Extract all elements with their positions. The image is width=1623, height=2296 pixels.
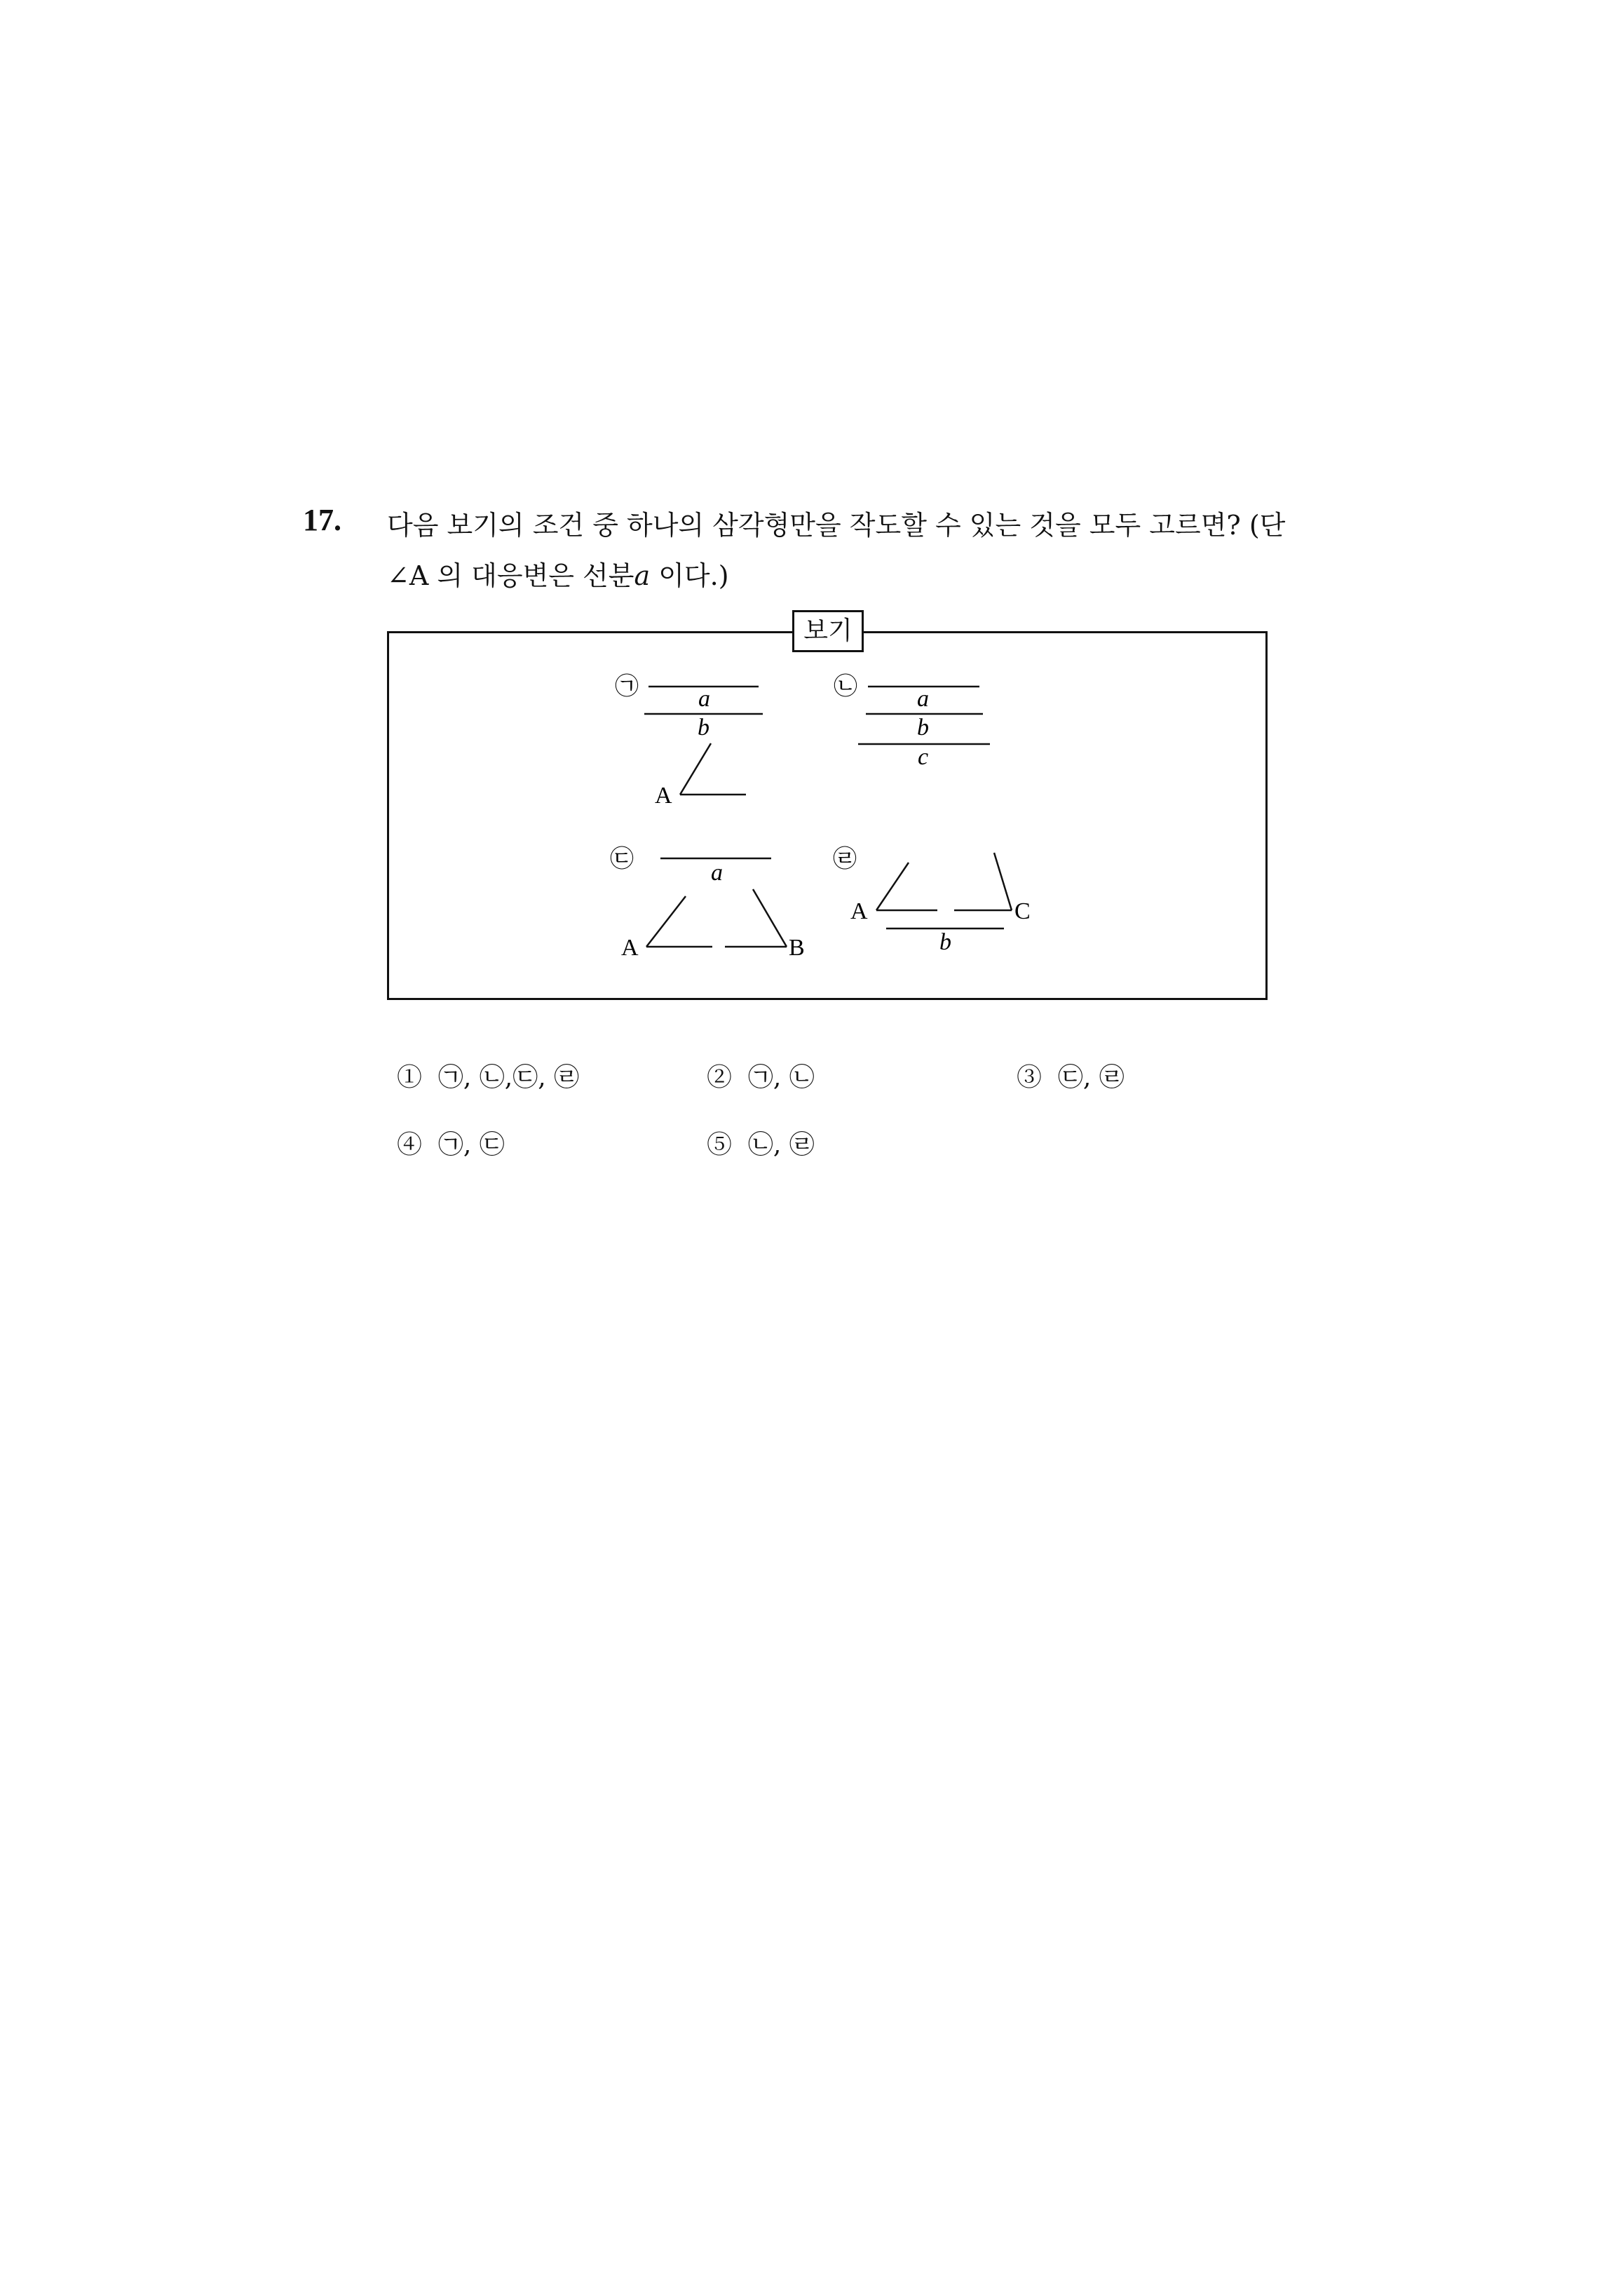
question-number: 17. [303,503,341,537]
item-1-label-A: A [655,783,672,809]
bogi-figures [387,631,1268,1000]
item-3-label-a: a [711,860,723,886]
choice-1-text: ㉠, ㉡,㉢, ㉣ [437,1063,580,1092]
item-4-label-C: C [1014,898,1031,924]
item-4-label-b: b [939,929,951,955]
item-marker-1: ㉠ [615,674,639,700]
bogi-item-4 [833,846,1031,955]
question-text-line1: 다음 보기의 조건 중 하나의 삼각형만을 작도할 수 있는 것을 모두 고르면? (단 [387,510,1286,541]
choice-1-number: ① [397,1063,423,1092]
item-1-label-a: a [698,686,710,712]
choice-4-text: ㉠, ㉢ [437,1130,505,1159]
choice-4[interactable] [397,1125,505,1161]
item-2-label-b: b [917,715,929,741]
item-2-label-a: a [917,686,929,712]
choice-3-number: ③ [1017,1063,1043,1092]
item-3-label-A: A [621,935,639,961]
question-text-line2 [387,554,729,593]
item-4-label-A: A [850,898,868,924]
choice-5-text: ㉡, ㉣ [747,1130,815,1159]
bogi-title: 보기 [792,610,864,652]
choice-5-number: ⑤ [707,1130,733,1159]
question-line2-suffix: 이다.) [650,560,729,591]
choice-2-text: ㉠, ㉡ [747,1063,815,1092]
item-marker-4: ㉣ [833,846,857,872]
choice-2[interactable] [707,1058,815,1093]
choice-5[interactable] [707,1125,815,1161]
item-marker-3: ㉢ [610,846,634,872]
choice-3-text: ㉢, ㉣ [1057,1063,1125,1092]
choice-1[interactable] [397,1058,579,1093]
item-marker-2: ㉡ [834,674,857,700]
bogi-item-3 [610,846,805,961]
choice-2-number: ② [707,1063,733,1092]
bogi-item-2 [834,673,990,770]
question-line2-variable: a [634,560,651,591]
item-2-label-c: c [918,744,929,770]
bogi-item-1 [615,673,763,809]
item-3-label-B: B [789,935,805,961]
question-line2-prefix: ∠A 의 대응변은 선분 [387,560,634,591]
item-1-label-b: b [698,715,709,741]
choice-4-number: ④ [397,1130,423,1159]
choice-3[interactable] [1017,1058,1125,1093]
